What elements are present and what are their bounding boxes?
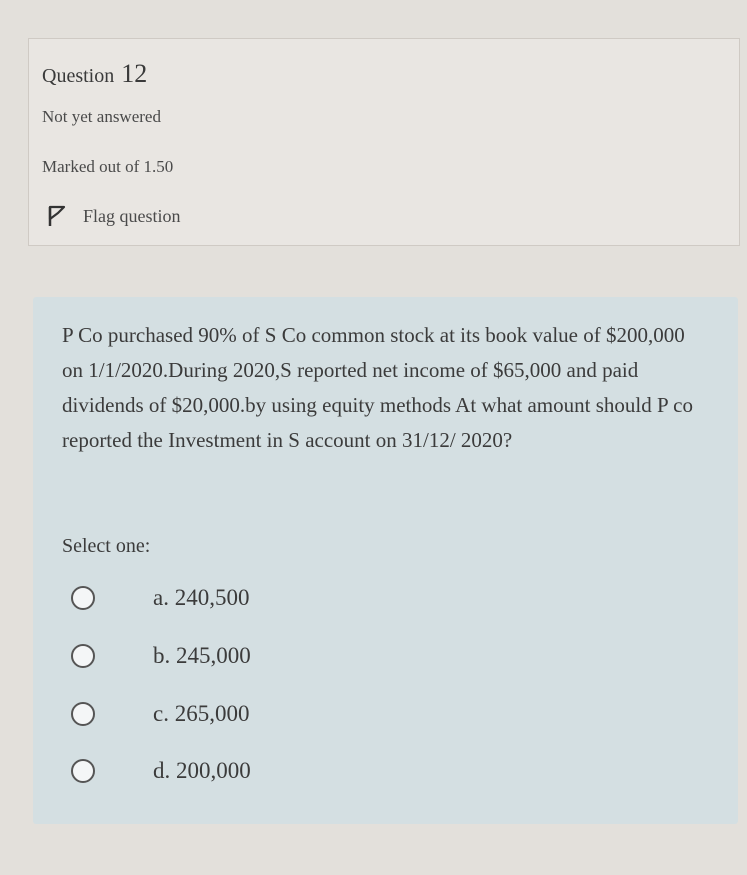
option-a-label: a. 240,500 [153,585,250,610]
option-d-label: d. 200,000 [153,758,251,783]
radio-unchecked-icon[interactable] [71,702,95,726]
question-info-panel [28,38,740,246]
radio-unchecked-icon[interactable] [71,759,95,783]
flag-question-link[interactable] [47,205,181,227]
question-text: P Co purchased 90% of S Co common stock at its book value of $200,000 on 1/1/2020.During 2020,S reported net income of $65,000 and paid dividends of $20,000.by using equity methods At what amount should P co reported the Investment in S account on 31/12/ 2020? [62,323,693,452]
radio-unchecked-icon[interactable] [71,644,95,668]
question-title [42,59,147,89]
option-c[interactable] [71,701,249,727]
flag-icon [47,205,69,227]
question-label: Question [42,65,115,87]
option-b-label: b. 245,000 [153,643,251,668]
question-content-panel [33,297,738,824]
select-one-label: Select one: [62,535,151,557]
flag-question-label: Flag question [83,205,181,226]
option-d[interactable] [71,758,251,784]
answer-status: Not yet answered [42,107,161,126]
option-c-label: c. 265,000 [153,701,250,726]
option-b[interactable] [71,643,251,669]
option-a[interactable] [71,585,249,611]
marks-info: Marked out of 1.50 [42,157,174,176]
question-number: 12 [121,59,148,88]
radio-unchecked-icon[interactable] [71,586,95,610]
